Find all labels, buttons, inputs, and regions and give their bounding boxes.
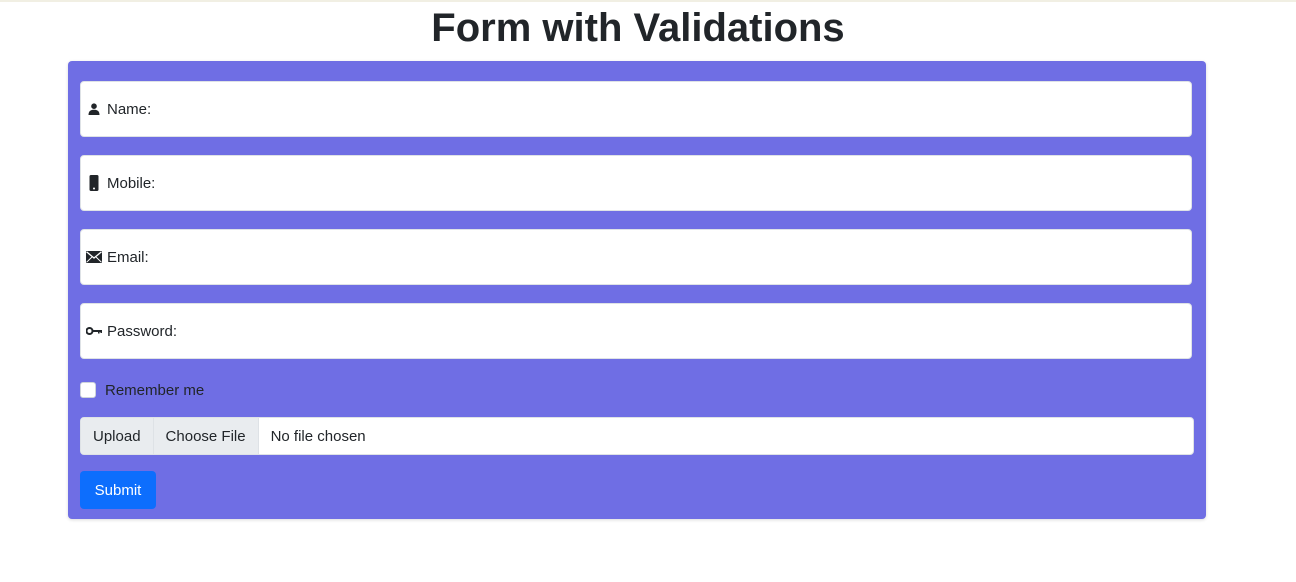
choose-file-button[interactable]: Choose File <box>154 418 259 454</box>
remember-me-label[interactable]: Remember me <box>105 381 205 399</box>
file-upload-group <box>80 417 1194 455</box>
mobile-field[interactable] <box>80 155 1192 211</box>
remember-me-checkbox[interactable] <box>80 382 96 398</box>
name-input[interactable] <box>81 82 1195 138</box>
password-input[interactable] <box>81 304 1195 360</box>
mobile-input[interactable] <box>81 156 1195 212</box>
file-status-text: No file chosen <box>270 427 366 445</box>
password-label: Password: <box>107 323 178 340</box>
email-field[interactable] <box>80 229 1192 285</box>
name-field[interactable] <box>80 81 1192 137</box>
upload-label: Upload <box>81 418 154 454</box>
top-border-line <box>0 0 1296 2</box>
page-title: Form with Validations <box>431 6 845 50</box>
email-label: Email: <box>107 249 149 266</box>
remember-me-row <box>80 380 204 400</box>
password-field[interactable] <box>80 303 1192 359</box>
email-input[interactable] <box>81 230 1195 286</box>
submit-button[interactable]: Submit <box>80 471 156 509</box>
name-label: Name: <box>107 101 152 118</box>
validation-form <box>68 61 1206 519</box>
mobile-label: Mobile: <box>107 175 156 192</box>
